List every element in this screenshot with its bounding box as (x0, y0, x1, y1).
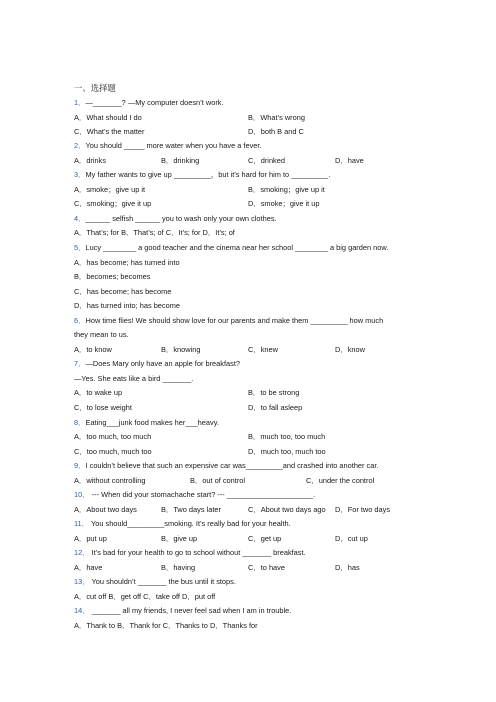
options-inline: A．Thank to B．Thank for C．Thanks to D．Thanks for (74, 621, 258, 630)
option-b: B．out of control (190, 476, 246, 485)
option-d: D．much too, much too (248, 447, 326, 456)
option-c: C．About two days ago (248, 505, 326, 514)
option-c: C．get up (248, 534, 282, 543)
question-10 (74, 490, 315, 499)
option-b: B．knowing (161, 345, 201, 354)
option-c: C．to have (248, 563, 285, 572)
question-2 (74, 141, 262, 150)
option-b: B．much too, too much (248, 432, 326, 441)
question-number: 10． (74, 490, 90, 499)
option-a: A．smoke；give up it (74, 185, 146, 194)
option-a: A．put up (74, 534, 107, 543)
question-stem: Eating___junk food makes her___heavy. (85, 418, 219, 427)
option-a: A．What should I do (74, 113, 142, 122)
option-a: A．have (74, 563, 103, 572)
question-4 (74, 214, 277, 223)
question-12 (74, 548, 306, 557)
question-stem: —Does Mary only have an apple for breakfast? (85, 359, 240, 368)
question-8 (74, 418, 219, 427)
question-number: 3． (74, 170, 86, 179)
question-number: 5． (74, 243, 86, 252)
option-a: A．too much, too much (74, 432, 152, 441)
question-stem: It’s bad for your health to go to school without _______ breakfast. (89, 548, 306, 557)
question-11 (74, 519, 291, 528)
option-b: B．Two days later (161, 505, 221, 514)
question-stem: How time flies! We should show love for our parents and make them _________ how much (85, 316, 384, 325)
option-a: A．has become; has turned into (74, 258, 180, 267)
question-stem: My father wants to give up _________，but it’s hard for him to _________. (85, 170, 331, 179)
option-d: D．to fall asleep (248, 403, 303, 412)
question-stem: You should _____ more water when you have a fever. (85, 141, 262, 150)
question-stem: You shouldn’t _______ the bus until it stops. (89, 577, 236, 586)
option-d: D．For two days (335, 505, 391, 514)
question-6 (74, 316, 383, 325)
option-c: C．too much, much too (74, 447, 152, 456)
option-c: C．has become; has become (74, 287, 172, 296)
option-d: D．both B and C (248, 127, 304, 136)
question-stem: —_______? —My computer doesn’t work. (85, 98, 224, 107)
option-c: C．to lose weight (74, 403, 132, 412)
question-number: 7． (74, 359, 86, 368)
options-inline: A．cut off B．get off C．take off D．put off (74, 592, 216, 601)
option-d: D．has (335, 563, 360, 572)
question-stem: _______ all my friends, I never feel sad when I am in trouble. (89, 606, 292, 615)
question-stem: You should_________smoking. It’s really bad for your health. (89, 519, 291, 528)
option-d: D．smoke；give it up (248, 199, 320, 208)
question-stem: Lucy ________ a good teacher and the cinema near her school ________ a big garden now. (85, 243, 389, 252)
option-c: C．under the control (306, 476, 375, 485)
question-stem-continued: —Yes. She eats like a bird _______. (74, 374, 194, 383)
option-c: C．smoking；give it up (74, 199, 152, 208)
question-13 (74, 577, 236, 586)
section-title: 一、选择题 (74, 83, 116, 93)
question-stem: ______ selfish ______ you to wash only your own clothes. (85, 214, 277, 223)
question-14 (74, 606, 291, 615)
option-b: B．to be strong (248, 388, 300, 397)
option-b: B．smoking；give up it (248, 185, 325, 194)
question-number: 9． (74, 461, 86, 470)
option-b: B．becomes; becomes (74, 272, 151, 281)
option-c: C．drinked (248, 156, 285, 165)
question-number: 6． (74, 316, 86, 325)
option-a: A．to wake up (74, 388, 123, 397)
question-number: 13． (74, 577, 90, 586)
option-b: B．drinking (161, 156, 200, 165)
question-stem-continued: they mean to us. (74, 330, 129, 339)
option-a: A．without controlling (74, 476, 146, 485)
question-number: 2． (74, 141, 86, 150)
option-b: B．give up (161, 534, 198, 543)
question-7 (74, 359, 240, 368)
question-number: 1． (74, 98, 86, 107)
option-a: A．to know (74, 345, 112, 354)
question-number: 11． (74, 519, 90, 528)
option-d: D．have (335, 156, 364, 165)
question-stem: I couldn’t believe that such an expensive car was_________and crashed into another car. (85, 461, 379, 470)
option-a: A．About two days (74, 505, 137, 514)
question-number: 8． (74, 418, 86, 427)
option-b: B．having (161, 563, 196, 572)
question-number: 4． (74, 214, 86, 223)
option-c: C．What’s the matter (74, 127, 145, 136)
option-d: D．cut up (335, 534, 368, 543)
question-5 (74, 243, 388, 252)
question-3 (74, 170, 330, 179)
question-1 (74, 98, 224, 107)
question-stem: --- When did your stomachache start? --- _____________________. (89, 490, 316, 499)
option-d: D．know (335, 345, 365, 354)
option-c: C．knew (248, 345, 278, 354)
option-b: B．What’s wrong (248, 113, 305, 122)
question-number: 14． (74, 606, 90, 615)
question-number: 12． (74, 548, 90, 557)
option-a: A．drinks (74, 156, 107, 165)
option-d: D．has turned into; has become (74, 301, 180, 310)
question-9 (74, 461, 378, 470)
options-inline: A．That’s; for B．That’s; of C．It’s; for D．It’s; of (74, 228, 235, 237)
